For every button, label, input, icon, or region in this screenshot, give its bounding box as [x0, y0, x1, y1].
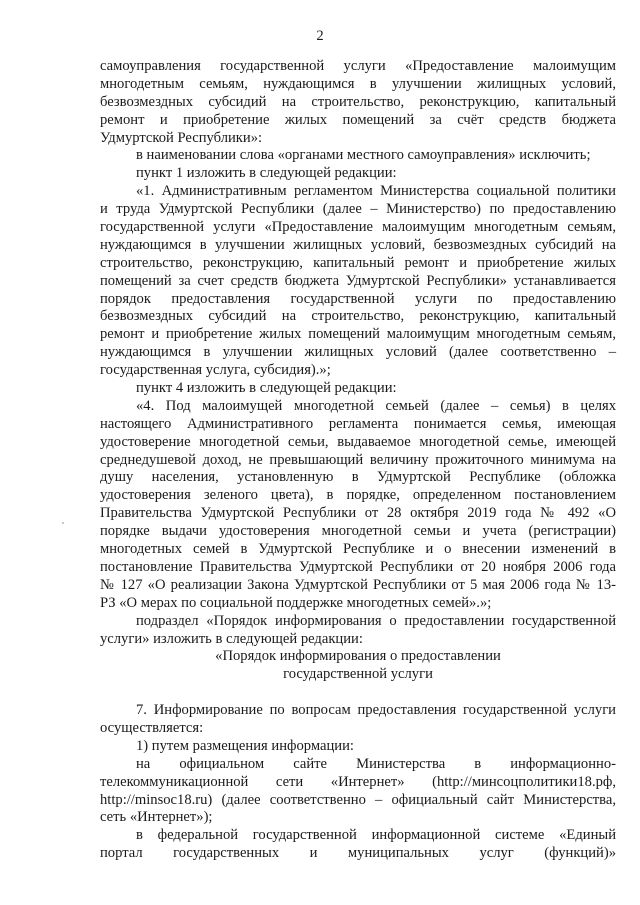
- text-line: постановление Правительства Удмуртской Республики от 20 ноября 2006 года: [100, 558, 616, 575]
- text-line: ремонт и приобретение жилых помещений малоимущим многодетным семьям,: [100, 326, 616, 343]
- text-line: ремонт и приобретение жилых помещений за счёт средств бюджета: [100, 111, 616, 128]
- text-line: Удмуртской Республики»:: [100, 129, 263, 146]
- blank-line: [100, 684, 616, 702]
- text-line: нуждающимся в улучшении жилищных условий (далее соответственно –: [100, 344, 616, 361]
- text-line: «4. Под малоимущей многодетной семьей (далее – семья) в целях: [136, 397, 616, 414]
- text-line: 1) путем размещения информации:: [136, 737, 354, 754]
- text-line: порядок предоставления государственной услуги по предоставлению: [100, 290, 616, 307]
- text-line: сеть «Интернет»);: [100, 809, 213, 826]
- text-line: среднедушевой доход, не превышающий величину прожиточного минимума на: [100, 451, 616, 468]
- text-line: помещений за счет средств бюджета Удмуртской Республики» устанавливается: [100, 272, 616, 289]
- text-line: удостоверение многодетной семьи, выдаваемое многодетной семье, имеющей: [100, 433, 616, 450]
- text-line: http://minsoc18.ru) (далее соответственно – официальный сайт Министерства,: [100, 791, 616, 808]
- text-line: государственной услуги «Предоставление малоимущим многодетным семьям,: [100, 219, 616, 236]
- section-heading-line: государственной услуги: [283, 666, 433, 683]
- text-line: РЗ «О мерах по социальной поддержке многодетных семей».»;: [100, 594, 492, 611]
- text-line: безвозмездных субсидий на строительство, реконструкцию, капитальный: [100, 308, 616, 325]
- text-line: в федеральной государственной информационной системе «Единый: [136, 827, 616, 844]
- text-line: и труда Удмуртской Республики (далее – Министерство) по предоставлению: [100, 201, 616, 218]
- text-line: многодетным семьям, нуждающимся в улучшении жилищных условий,: [100, 75, 616, 92]
- text-line: порядке выдачи удостоверения многодетной семьи и учета (регистрации): [100, 523, 616, 540]
- text-line: безвозмездных субсидий на строительство, реконструкцию, капитальный: [100, 93, 616, 110]
- text-line: осуществляется:: [100, 719, 204, 736]
- text-line: удостоверения зеленого цвета), в порядке, определенном постановлением: [100, 487, 616, 504]
- text-line: строительство, реконструкцию, капитальный ремонт и приобретение жилых: [100, 254, 616, 271]
- text-line: подраздел «Порядок информирования о предоставлении государственной: [136, 612, 616, 629]
- text-line: пункт 4 изложить в следующей редакции:: [136, 380, 397, 397]
- text-line: самоуправления государственной услуги «Предоставление малоимущим: [100, 58, 616, 74]
- scan-speck: [62, 522, 64, 524]
- page-number: 2: [316, 28, 324, 44]
- text-line: в наименовании слова «органами местного самоуправления» исключить;: [136, 147, 591, 164]
- text-line: нуждающимся в улучшении жилищных условий, безвозмездных субсидий на: [100, 236, 616, 253]
- text-line: телекоммуникационной сети «Интернет» (http://минсоцполитики18.рф,: [100, 773, 616, 790]
- text-line: настоящего Административного регламента понимается семья, имеющая: [100, 415, 616, 432]
- text-line: услуги» изложить в следующей редакции:: [100, 630, 363, 647]
- text-line: «1. Административным регламентом Министерства социальной политики: [136, 183, 616, 200]
- text-line: № 127 «О реализации Закона Удмуртской Республики от 5 мая 2006 года № 13-: [100, 576, 616, 593]
- text-line: многодетных семей в Удмуртской Республике и о внесении изменений в: [100, 541, 616, 558]
- text-line: пункт 1 изложить в следующей редакции:: [136, 165, 397, 182]
- text-line: 7. Информирование по вопросам предоставления государственной услуги: [136, 702, 616, 719]
- section-heading-line: «Порядок информирования о предоставлении: [215, 648, 501, 665]
- document-body: [100, 58, 616, 863]
- text-line: государственная услуга, субсидия).»;: [100, 362, 331, 379]
- text-line: на официальном сайте Министерства в информационно-: [136, 755, 616, 772]
- text-line: Правительства Удмуртской Республики от 28 октября 2019 года № 492 «О: [100, 505, 616, 522]
- text-line: душу населения, установленную в Удмуртской Республике (обложка: [100, 469, 616, 486]
- text-line: портал государственных и муниципальных услуг (функций)»: [100, 845, 616, 862]
